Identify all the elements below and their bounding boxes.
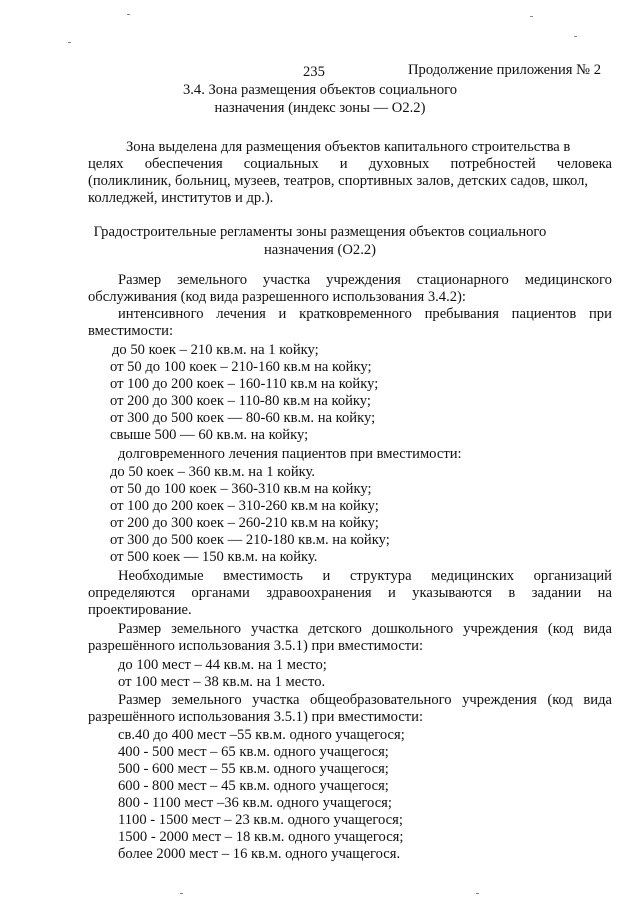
list-item: св.40 до 400 мест –55 кв.м. одного учащегося; <box>118 727 405 743</box>
word: организаций <box>533 568 612 584</box>
preschool-intro-justified <box>118 621 612 637</box>
scan-speck <box>476 893 479 894</box>
intro-line: Зона выделена для размещения объектов капитального строительства в <box>126 139 571 155</box>
scan-speck <box>574 36 577 37</box>
word: Размер <box>118 272 162 288</box>
word: органами <box>191 585 250 601</box>
list-item: от 50 до 100 коек – 210-160 кв.м на койку; <box>110 359 372 375</box>
list-item: от 200 до 300 коек – 110-80 кв.м на койку; <box>110 393 371 409</box>
word: духовных <box>368 156 430 172</box>
medical-intro-justified <box>118 272 612 288</box>
word: учреждения <box>463 621 538 637</box>
word: указываются <box>412 585 493 601</box>
word: обеспечения <box>144 156 223 172</box>
word: земельного <box>171 621 242 637</box>
word: социальных <box>243 156 319 172</box>
list-item: от 300 до 500 коек — 80-60 кв.м. на койку; <box>110 410 376 426</box>
word: определяются <box>88 585 176 601</box>
reglament-heading: Градостроительные регламенты зоны размещения объектов социального <box>93 224 547 240</box>
word: структура <box>349 568 412 584</box>
school-intro-justified <box>118 692 612 708</box>
word: учреждения <box>462 692 537 708</box>
medical-intro-line: обслуживания (код вида разрешенного использования 3.4.2): <box>88 289 466 305</box>
word: медицинских <box>431 568 514 584</box>
word: кратковременного <box>299 306 412 322</box>
word: вида <box>583 692 612 708</box>
word: пациентов <box>511 306 577 322</box>
list-item: 800 - 1100 мест –36 кв.м. одного учащегося; <box>118 795 392 811</box>
word: и <box>322 568 331 584</box>
list-item: 600 - 800 мест – 45 кв.м. одного учащегося; <box>118 778 389 794</box>
word: земельного <box>171 692 242 708</box>
list-item: до 100 мест – 44 кв.м. на 1 место; <box>118 657 327 673</box>
scan-speck <box>530 16 533 17</box>
word: в <box>508 585 516 601</box>
longterm-title: долговременного лечения пациентов при вместимости: <box>118 446 462 462</box>
list-item: от 100 до 200 коек – 310-260 кв.м на койку; <box>110 498 379 514</box>
word: задании <box>531 585 582 601</box>
word: общеобразовательного <box>310 692 452 708</box>
scan-speck <box>127 14 130 15</box>
word: потребностей <box>450 156 536 172</box>
word: (код <box>547 621 574 637</box>
list-item: более 2000 мест – 16 кв.м. одного учащегося. <box>118 846 401 862</box>
word: и <box>278 306 287 322</box>
word: целях <box>88 156 124 172</box>
preschool-intro-line: разрешённого использования 3.5.1) при вместимости: <box>88 638 424 654</box>
list-item: до 50 коек – 360 кв.м. на 1 койку. <box>110 464 316 480</box>
word: при <box>589 306 612 322</box>
word: интенсивного <box>118 306 204 322</box>
word: стационарного <box>416 272 509 288</box>
word: вида <box>583 621 612 637</box>
word: (код <box>547 692 573 708</box>
word: и <box>339 156 348 172</box>
word: Необходимые <box>118 568 204 584</box>
list-item: от 500 коек — 150 кв.м. на койку. <box>110 549 318 565</box>
list-item: от 200 до 300 коек – 260-210 кв.м на койку; <box>110 515 379 531</box>
word: человека <box>556 156 612 172</box>
list-item: 1500 - 2000 мест – 18 кв.м. одного учащегося; <box>118 829 404 845</box>
word: учреждения <box>326 272 401 288</box>
scan-speck <box>68 42 71 43</box>
word: земельного <box>177 272 247 288</box>
continuation-note: Продолжение приложения № 2 <box>408 62 601 78</box>
list-item: 400 - 500 мест – 65 кв.м. одного учащегося; <box>118 744 389 760</box>
word: дошкольного <box>371 621 454 637</box>
word: Размер <box>118 621 162 637</box>
list-item: от 100 до 200 коек – 160-110 кв.м на койку; <box>110 376 379 392</box>
word: и <box>387 585 396 601</box>
section-title-cont: назначения (индекс зоны — О2.2) <box>214 100 426 116</box>
list-item: от 50 до 100 коек – 360-310 кв.м на койку; <box>110 481 372 497</box>
section-title: 3.4. Зона размещения объектов социального <box>182 82 458 98</box>
page-number: 235 <box>303 64 325 80</box>
word: пребывания <box>424 306 499 322</box>
word: участка <box>262 272 311 288</box>
word: здравоохранения <box>266 585 372 601</box>
school-intro-line: разрешённого использования 3.5.1) при вместимости: <box>88 709 424 725</box>
intensive-title-line: вместимости: <box>88 323 173 339</box>
list-item: от 300 до 500 коек — 210-180 кв.м. на койку; <box>110 532 390 548</box>
medical-note-justified <box>118 568 612 584</box>
medical-note-justified <box>88 585 612 601</box>
word: медицинского <box>524 272 612 288</box>
word: детского <box>308 621 362 637</box>
word: участка <box>251 621 299 637</box>
word: Размер <box>118 692 162 708</box>
intro-line: (поликлиник, больниц, музеев, театров, спортивных залов, детских садов, школ, <box>88 173 589 189</box>
word: лечения <box>216 306 266 322</box>
list-item: 500 - 600 мест – 55 кв.м. одного учащегося; <box>118 761 389 777</box>
list-item: свыше 500 — 60 кв.м. на койку; <box>110 427 309 443</box>
list-item: от 100 мест – 38 кв.м. на 1 место. <box>118 674 326 690</box>
list-item: до 50 коек – 210 кв.м. на 1 койку; <box>112 342 319 358</box>
word: вместимость <box>223 568 303 584</box>
scan-speck <box>180 893 183 894</box>
intensive-title-justified <box>118 306 612 322</box>
intro-line-justified <box>88 156 612 172</box>
intro-line: колледжей, институтов и др.). <box>88 190 274 206</box>
word: участка <box>252 692 300 708</box>
list-item: 1100 - 1500 мест – 23 кв.м. одного учащегося; <box>118 812 403 828</box>
medical-note-line: проектирование. <box>88 602 192 618</box>
reglament-heading-cont: назначения (О2.2) <box>263 242 377 258</box>
word: на <box>597 585 612 601</box>
